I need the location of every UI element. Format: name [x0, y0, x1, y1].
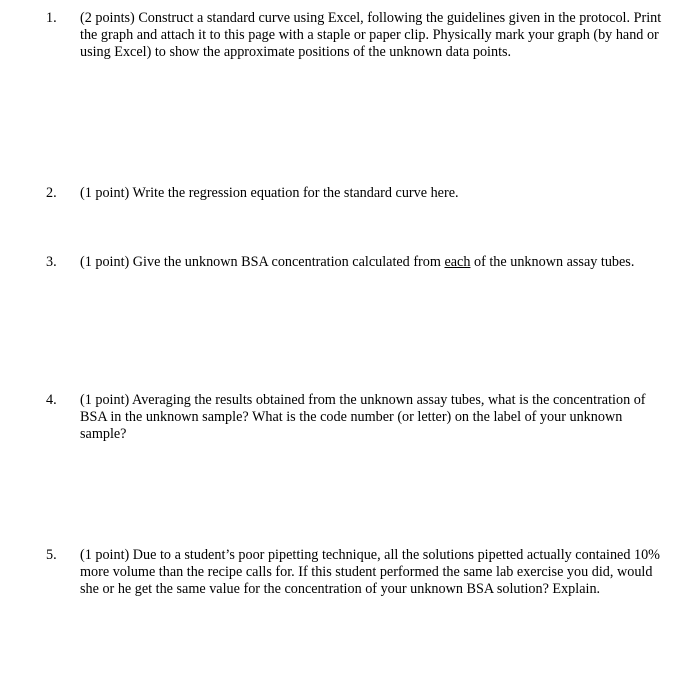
question-1-number: 1. [46, 10, 57, 26]
question-5-text: (1 point) Due to a student’s poor pipetting technique, all the solutions pipetted actually contained 10% more volume than the recipe calls for. If this student performed the same lab exercise you did, would she or he get the same value for the concentration of your unknown BSA solution? Explain. [80, 547, 660, 597]
question-2-text: (1 point) Write the regression equation for the standard curve here. [80, 185, 459, 201]
question-3-text-end: of the unknown assay tubes. [470, 254, 635, 270]
question-3-text [80, 254, 670, 271]
question-5-number: 5. [46, 547, 57, 563]
question-4-text: (1 point) Averaging the results obtained from the unknown assay tubes, what is the concentration of BSA in the unknown sample? What is the code number (or letter) on the label of your unknown sample? [80, 392, 646, 442]
question-2-number: 2. [46, 185, 57, 201]
question-4-number: 4. [46, 392, 57, 408]
question-3-text-start: (1 point) Give the unknown BSA concentration calculated from [80, 254, 445, 270]
question-3-number: 3. [46, 254, 57, 270]
question-1-text: (2 points) Construct a standard curve using Excel, following the guidelines given in the protocol. Print the graph and attach it to this page with a staple or paper clip. Physically mark your graph (by hand or using Excel) to show the approximate positions of the unknown data points. [80, 10, 662, 60]
question-3-underlined-word: each [444, 254, 471, 270]
